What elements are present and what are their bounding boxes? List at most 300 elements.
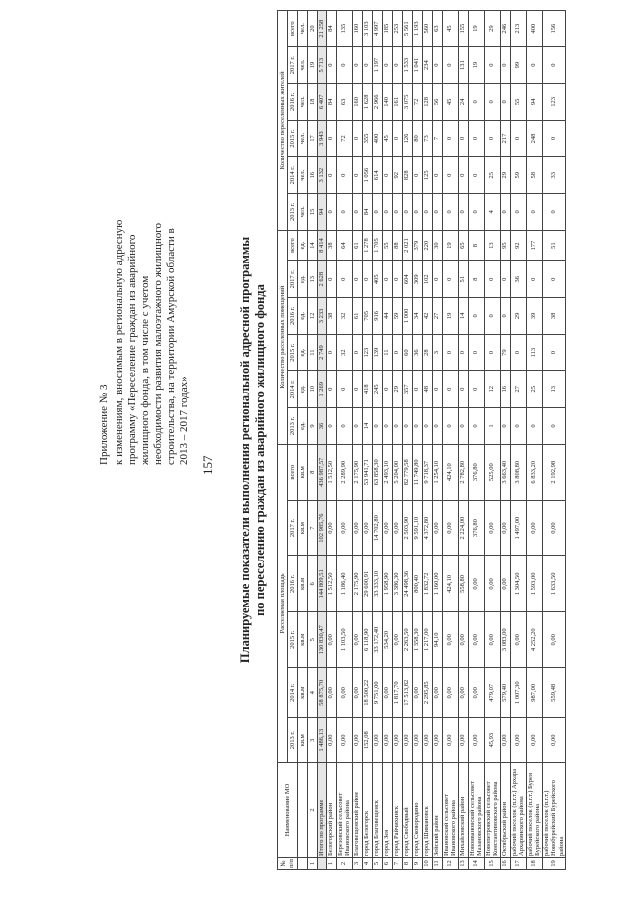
- area-cell: 0,00: [468, 612, 484, 668]
- premises-cell: 379: [412, 230, 422, 261]
- premises-cell: 48: [422, 371, 432, 408]
- title-line: Планируемые показатели выполнения региональной адресной программы: [238, 236, 252, 664]
- premises-cell: 220: [422, 230, 432, 261]
- residents-cell: 0: [442, 157, 458, 194]
- residents-cell: 160: [352, 11, 362, 47]
- premises-cell: 8 414: [318, 230, 327, 261]
- area-cell: 0,00: [458, 668, 468, 718]
- municipality-name: рабочий поселок (п.г.т.) Архара Архаринского района: [510, 763, 526, 858]
- residents-cell: 0: [412, 194, 422, 231]
- unit-cell: ед.: [298, 334, 308, 371]
- residents-group-header: Количество переселенных жителей: [278, 11, 288, 231]
- area-cell: 5 204,00: [392, 444, 402, 500]
- premises-cell: 0: [402, 408, 412, 445]
- area-cell: 0,00: [352, 718, 362, 763]
- col-name-header: Наименование МО: [278, 763, 298, 858]
- residents-cell: 3 075: [402, 84, 412, 121]
- premises-cell: 0: [382, 371, 392, 408]
- area-cell: 0,00: [468, 718, 484, 763]
- unit-cell: ед.: [298, 261, 308, 298]
- area-cell: 0,00: [510, 612, 526, 668]
- premises-cell: 0: [352, 261, 362, 298]
- premises-cell: 95: [500, 230, 510, 261]
- table-row: [432, 11, 442, 870]
- area-cell: 0,00: [542, 500, 566, 556]
- area-cell: 0,00: [422, 718, 432, 763]
- residents-cell: 155: [458, 11, 468, 47]
- municipality-name: Новопетровский сельсовет Константиновского района: [484, 763, 500, 858]
- residents-cell: 0: [432, 194, 442, 231]
- premises-cell: 0: [500, 298, 510, 335]
- area-cell: 0,00: [526, 718, 542, 763]
- residents-cell: 19: [468, 47, 484, 84]
- municipality-name: город Райчихинск: [392, 763, 402, 858]
- area-cell: 1 958,90: [382, 556, 392, 612]
- premises-cell: 102: [422, 261, 432, 298]
- area-cell: 53 941,71: [362, 444, 372, 500]
- municipality-name: рабочий поселок (п.г.т.) Новобурейский Бурейского района: [542, 763, 566, 858]
- premises-cell: 2 749: [318, 334, 327, 371]
- area-cell: 24 498,36: [402, 556, 412, 612]
- residents-cell: 0: [458, 194, 468, 231]
- residents-cell: 0: [500, 194, 510, 231]
- unit-cell: ед.: [298, 408, 308, 445]
- indicators-table: [277, 10, 566, 870]
- premises-cell: 51: [458, 261, 468, 298]
- residents-cell: 0: [352, 47, 362, 84]
- area-cell: 0,00: [526, 500, 542, 556]
- premises-cell: 604: [402, 261, 412, 298]
- area-cell: 2 263,50: [402, 612, 412, 668]
- premises-cell: 0: [372, 408, 382, 445]
- municipality-name: Белогорский район: [326, 763, 336, 858]
- row-number: 1: [326, 858, 336, 870]
- row-number: 17: [510, 858, 526, 870]
- residents-cell: 0: [500, 84, 510, 121]
- table-row: [336, 11, 352, 870]
- area-cell: 4 252,20: [526, 612, 542, 668]
- premises-cell: 418: [362, 371, 372, 408]
- residents-cell: 45: [442, 84, 458, 121]
- municipality-name: Михайловский район: [458, 763, 468, 858]
- area-cell: 0,00: [336, 668, 352, 718]
- row-number: 12: [442, 858, 458, 870]
- premises-cell: 0: [458, 371, 468, 408]
- premises-cell: 0: [500, 408, 510, 445]
- area-cell: 4 372,80: [422, 500, 432, 556]
- column-number-row: [308, 11, 318, 870]
- residents-cell: 99: [510, 47, 526, 84]
- premises-cell: 13: [484, 230, 500, 261]
- area-cell: 2 503,90: [402, 500, 412, 556]
- residents-cell: 4: [484, 194, 500, 231]
- table-row: [352, 11, 362, 870]
- premises-cell: 0: [484, 298, 500, 335]
- municipality-name: Березовский сельсовет Ивановского района: [336, 763, 352, 858]
- area-cell: 2 782,80: [458, 444, 468, 500]
- residents-cell: 0: [382, 157, 392, 194]
- total-header: всего: [288, 11, 298, 47]
- area-cell: 0,00: [326, 500, 336, 556]
- residents-cell: 72: [336, 120, 352, 157]
- premises-cell: 39: [526, 298, 542, 335]
- premises-cell: 0: [352, 334, 362, 371]
- column-number: 6: [308, 556, 318, 612]
- premises-cell: 113: [526, 334, 542, 371]
- area-cell: 9 591,10: [412, 500, 422, 556]
- area-cell: 1 593,00: [526, 556, 542, 612]
- unit-cell: кв.м: [298, 612, 308, 668]
- residents-cell: 128: [422, 84, 432, 121]
- residents-cell: 0: [468, 120, 484, 157]
- unit-cell: чел.: [298, 11, 308, 47]
- residents-cell: 0: [526, 47, 542, 84]
- premises-cell: 0: [510, 334, 526, 371]
- residents-cell: 5 713: [318, 47, 327, 84]
- premises-cell: 0: [326, 334, 336, 371]
- area-cell: 9 718,37: [422, 444, 432, 500]
- premises-cell: 14: [362, 408, 372, 445]
- premises-cell: 245: [372, 371, 382, 408]
- column-number: 19: [308, 47, 318, 84]
- premises-cell: 0: [382, 408, 392, 445]
- premises-cell: 0: [468, 298, 484, 335]
- area-cell: 94,10: [432, 612, 442, 668]
- table-row: [542, 11, 566, 870]
- premises-cell: 59: [392, 298, 402, 335]
- residents-cell: 140: [382, 84, 392, 121]
- municipality-name: город Свободный: [402, 763, 412, 858]
- residents-cell: 400: [526, 11, 542, 47]
- area-cell: 1 186,40: [336, 556, 352, 612]
- premises-cell: 0: [392, 334, 402, 371]
- residents-cell: 29: [500, 157, 510, 194]
- area-cell: 0,00: [468, 668, 484, 718]
- premises-cell: 0: [352, 371, 362, 408]
- residents-cell: 0: [484, 84, 500, 121]
- area-group-header: Расселяемая площадь: [278, 444, 288, 762]
- premises-cell: 25: [526, 371, 542, 408]
- unit-cell: кв.м: [298, 668, 308, 718]
- area-cell: 2 493,10: [382, 444, 392, 500]
- premises-cell: 0: [526, 408, 542, 445]
- residents-cell: 25: [484, 157, 500, 194]
- area-cell: 0,00: [382, 500, 392, 556]
- municipality-name: рабочий поселок (п.г.т.) Бурея Бурейского района: [526, 763, 542, 858]
- residents-cell: 2 966: [372, 84, 382, 121]
- area-cell: 18 500,22: [362, 668, 372, 718]
- premises-cell: 79: [500, 334, 510, 371]
- premises-cell: 0: [468, 408, 484, 445]
- area-cell: 800,40: [412, 556, 422, 612]
- residents-cell: 6 407: [318, 84, 327, 121]
- document-title: [238, 155, 268, 745]
- residents-cell: 0: [542, 47, 566, 84]
- table-body: [318, 11, 566, 870]
- appendix-heading: Приложение № 3: [98, 384, 110, 465]
- area-cell: 0,00: [484, 556, 500, 612]
- area-cell: 0,00: [442, 500, 458, 556]
- area-cell: 0,00: [352, 668, 362, 718]
- premises-cell: 0: [362, 261, 372, 298]
- premises-cell: 0: [326, 408, 336, 445]
- area-cell: 559,48: [542, 668, 566, 718]
- year-header: 2013 г.: [288, 194, 298, 231]
- municipality-name: город Белогорск: [362, 763, 372, 858]
- premises-cell: 28: [422, 334, 432, 371]
- premises-cell: 0: [510, 408, 526, 445]
- area-cell: 1 633,50: [542, 556, 566, 612]
- area-cell: 6 118,90: [362, 612, 372, 668]
- residents-cell: 131: [458, 47, 468, 84]
- area-cell: 29 600,91: [362, 556, 372, 612]
- area-cell: 0,00: [392, 500, 402, 556]
- residents-cell: 73: [422, 120, 432, 157]
- table-row: [362, 11, 372, 870]
- unit-cell: ед.: [298, 371, 308, 408]
- area-cell: 479,07: [484, 668, 500, 718]
- year-header: 2013 г.: [288, 408, 298, 445]
- residents-cell: 24: [458, 84, 468, 121]
- residents-cell: 3 103: [362, 11, 372, 47]
- area-cell: 14 702,80: [372, 500, 382, 556]
- premises-cell: 309: [412, 261, 422, 298]
- residents-cell: 92: [392, 157, 402, 194]
- residents-cell: 614: [372, 157, 382, 194]
- premises-cell: 1 269: [318, 371, 327, 408]
- premises-cell: 0: [442, 261, 458, 298]
- premises-cell: 64: [336, 230, 352, 261]
- residents-cell: 7: [432, 120, 442, 157]
- area-cell: 0,00: [412, 718, 422, 763]
- residents-cell: 0: [442, 194, 458, 231]
- premises-cell: 0: [468, 371, 484, 408]
- premises-cell: 38: [542, 298, 566, 335]
- area-cell: 1 512,50: [326, 556, 336, 612]
- area-cell: 0,00: [352, 612, 362, 668]
- premises-cell: 42: [422, 298, 432, 335]
- table-row: [372, 11, 382, 870]
- premises-cell: 0: [484, 261, 500, 298]
- premises-cell: 0: [468, 334, 484, 371]
- area-cell: 1 160,00: [432, 556, 442, 612]
- residents-cell: 0: [336, 194, 352, 231]
- premises-cell: 0: [432, 261, 442, 298]
- area-cell: 152,08: [362, 718, 372, 763]
- area-cell: 1 486,13: [318, 718, 327, 763]
- residents-cell: 59: [510, 157, 526, 194]
- residents-cell: 400: [372, 120, 382, 157]
- area-cell: 0,00: [442, 718, 458, 763]
- residents-cell: 58: [526, 157, 542, 194]
- area-cell: 1 832,72: [422, 556, 432, 612]
- area-cell: 0,00: [542, 612, 566, 668]
- area-cell: 6 833,20: [526, 444, 542, 500]
- area-cell: 376,80: [468, 444, 484, 500]
- residents-cell: 84: [326, 11, 336, 47]
- premises-cell: 88: [392, 230, 402, 261]
- premises-cell: 916: [372, 298, 382, 335]
- residents-cell: 0: [326, 120, 336, 157]
- column-number: 4: [308, 668, 318, 718]
- residents-cell: 0: [442, 120, 458, 157]
- premises-cell: 61: [352, 230, 362, 261]
- appendix-line: жилищного фонда, в том числе с учетом: [139, 275, 151, 465]
- residents-cell: 0: [432, 47, 442, 84]
- premises-cell: 55: [382, 230, 392, 261]
- area-cell: 436 987,57: [318, 444, 327, 500]
- column-number: 10: [308, 371, 318, 408]
- premises-cell: 1 705: [372, 230, 382, 261]
- residents-cell: 0: [382, 194, 392, 231]
- residents-cell: 45: [442, 11, 458, 47]
- residents-cell: 0: [542, 194, 566, 231]
- column-number: 17: [308, 120, 318, 157]
- municipality-name: город Зея: [382, 763, 392, 858]
- area-cell: 424,10: [442, 444, 458, 500]
- column-number: 16: [308, 157, 318, 194]
- area-cell: 33 172,40: [372, 612, 382, 668]
- area-cell: 0,00: [432, 500, 442, 556]
- column-number: 20: [308, 11, 318, 47]
- title-line: по переселению граждан из аварийного жилищного фонда: [253, 284, 267, 616]
- premises-cell: 405: [372, 261, 382, 298]
- premises-cell: 0: [336, 261, 352, 298]
- unit-cell: [298, 763, 308, 858]
- column-number: 5: [308, 612, 318, 668]
- appendix-line: программу «Переселение граждан из аварийного: [126, 234, 138, 465]
- row-number: 8: [402, 858, 412, 870]
- row-number: 18: [526, 858, 542, 870]
- premises-cell: 0: [458, 334, 468, 371]
- premises-cell: 0: [542, 408, 566, 445]
- area-cell: 0,00: [484, 500, 500, 556]
- residents-cell: 0: [468, 157, 484, 194]
- row-number: [318, 858, 327, 870]
- residents-cell: 217: [500, 120, 510, 157]
- table-row: [468, 11, 484, 870]
- residents-cell: 3 132: [318, 157, 327, 194]
- column-number: 15: [308, 194, 318, 231]
- area-cell: 63 858,30: [372, 444, 382, 500]
- premises-cell: 34: [412, 298, 422, 335]
- premises-cell: 0: [542, 334, 566, 371]
- area-cell: 2 192,98: [542, 444, 566, 500]
- year-header: 2017 г.: [288, 47, 298, 84]
- row-number: 15: [484, 858, 500, 870]
- table-row: [412, 11, 422, 870]
- premises-cell: 27: [432, 298, 442, 335]
- premises-cell: 0: [392, 408, 402, 445]
- premises-cell: 61: [352, 298, 362, 335]
- area-cell: 0,00: [412, 668, 422, 718]
- premises-cell: 44: [382, 298, 392, 335]
- premises-group-header: Количество расселенных помещений: [278, 230, 288, 444]
- year-header: 2014 г.: [288, 157, 298, 194]
- residents-cell: 253: [392, 11, 402, 47]
- area-cell: 0,00: [402, 718, 412, 763]
- total-header: всего: [288, 230, 298, 261]
- residents-cell: 0: [392, 194, 402, 231]
- year-header: 2013 г.: [288, 718, 298, 763]
- residents-cell: 19: [468, 11, 484, 47]
- residents-cell: 0: [352, 194, 362, 231]
- residents-cell: 0: [442, 47, 458, 84]
- row-number: 14: [468, 858, 484, 870]
- column-number: 14: [308, 230, 318, 261]
- area-cell: 0,00: [432, 718, 442, 763]
- residents-cell: 55: [510, 84, 526, 121]
- area-cell: 0,00: [352, 500, 362, 556]
- row-number: 7: [392, 858, 402, 870]
- premises-cell: 36: [412, 334, 422, 371]
- row-number: 13: [458, 858, 468, 870]
- area-cell: 987,00: [526, 668, 542, 718]
- premises-cell: 3 233: [318, 298, 327, 335]
- area-cell: 9 751,00: [372, 668, 382, 718]
- column-number: 12: [308, 298, 318, 335]
- table-row: [526, 11, 542, 870]
- area-cell: 58 875,70: [318, 668, 327, 718]
- unit-cell: [298, 858, 308, 870]
- premises-cell: 1 000: [402, 298, 412, 335]
- premises-cell: 0: [412, 371, 422, 408]
- premises-cell: 0: [542, 261, 566, 298]
- area-cell: 0,00: [382, 718, 392, 763]
- residents-cell: 185: [382, 11, 392, 47]
- col-no-header: № п/п: [278, 858, 298, 870]
- area-cell: 1 497,00: [510, 500, 526, 556]
- residents-cell: 45: [382, 120, 392, 157]
- area-cell: 130 830,47: [318, 612, 327, 668]
- residents-cell: 33: [542, 157, 566, 194]
- row-number: 3: [352, 858, 362, 870]
- municipality-name: Новоивановский сельсовет Мазановского района: [468, 763, 484, 858]
- premises-cell: 60: [402, 334, 412, 371]
- residents-cell: 248: [526, 120, 542, 157]
- premises-cell: 29: [392, 371, 402, 408]
- area-cell: 1 254,10: [432, 444, 442, 500]
- appendix-line: строительства, на территории Амурской области в: [165, 228, 177, 465]
- residents-cell: 5 561: [402, 11, 412, 47]
- premises-cell: 0: [484, 334, 500, 371]
- residents-cell: 0: [362, 47, 372, 84]
- year-header: 2017 г.: [288, 261, 298, 298]
- premises-cell: 19: [442, 298, 458, 335]
- table-row: [458, 11, 468, 870]
- residents-cell: 63: [336, 84, 352, 121]
- residents-cell: 126: [402, 120, 412, 157]
- premises-cell: 8: [468, 261, 484, 298]
- column-number: 2: [308, 763, 318, 858]
- premises-cell: 36: [510, 261, 526, 298]
- area-cell: 1 817,70: [392, 668, 402, 718]
- year-header: 2015 г.: [288, 612, 298, 668]
- residents-cell: 828: [402, 157, 412, 194]
- area-cell: 2 224,00: [458, 500, 468, 556]
- premises-cell: 3: [432, 334, 442, 371]
- premises-cell: 0: [442, 334, 458, 371]
- area-cell: 0,00: [500, 556, 510, 612]
- area-cell: 0,00: [500, 500, 510, 556]
- area-cell: 11 749,80: [412, 444, 422, 500]
- premises-cell: 357: [402, 371, 412, 408]
- row-number: 6: [382, 858, 392, 870]
- unit-cell: чел.: [298, 47, 308, 84]
- year-header: 2014 г.: [288, 668, 298, 718]
- area-cell: 102 985,76: [318, 500, 327, 556]
- premises-cell: 705: [362, 298, 372, 335]
